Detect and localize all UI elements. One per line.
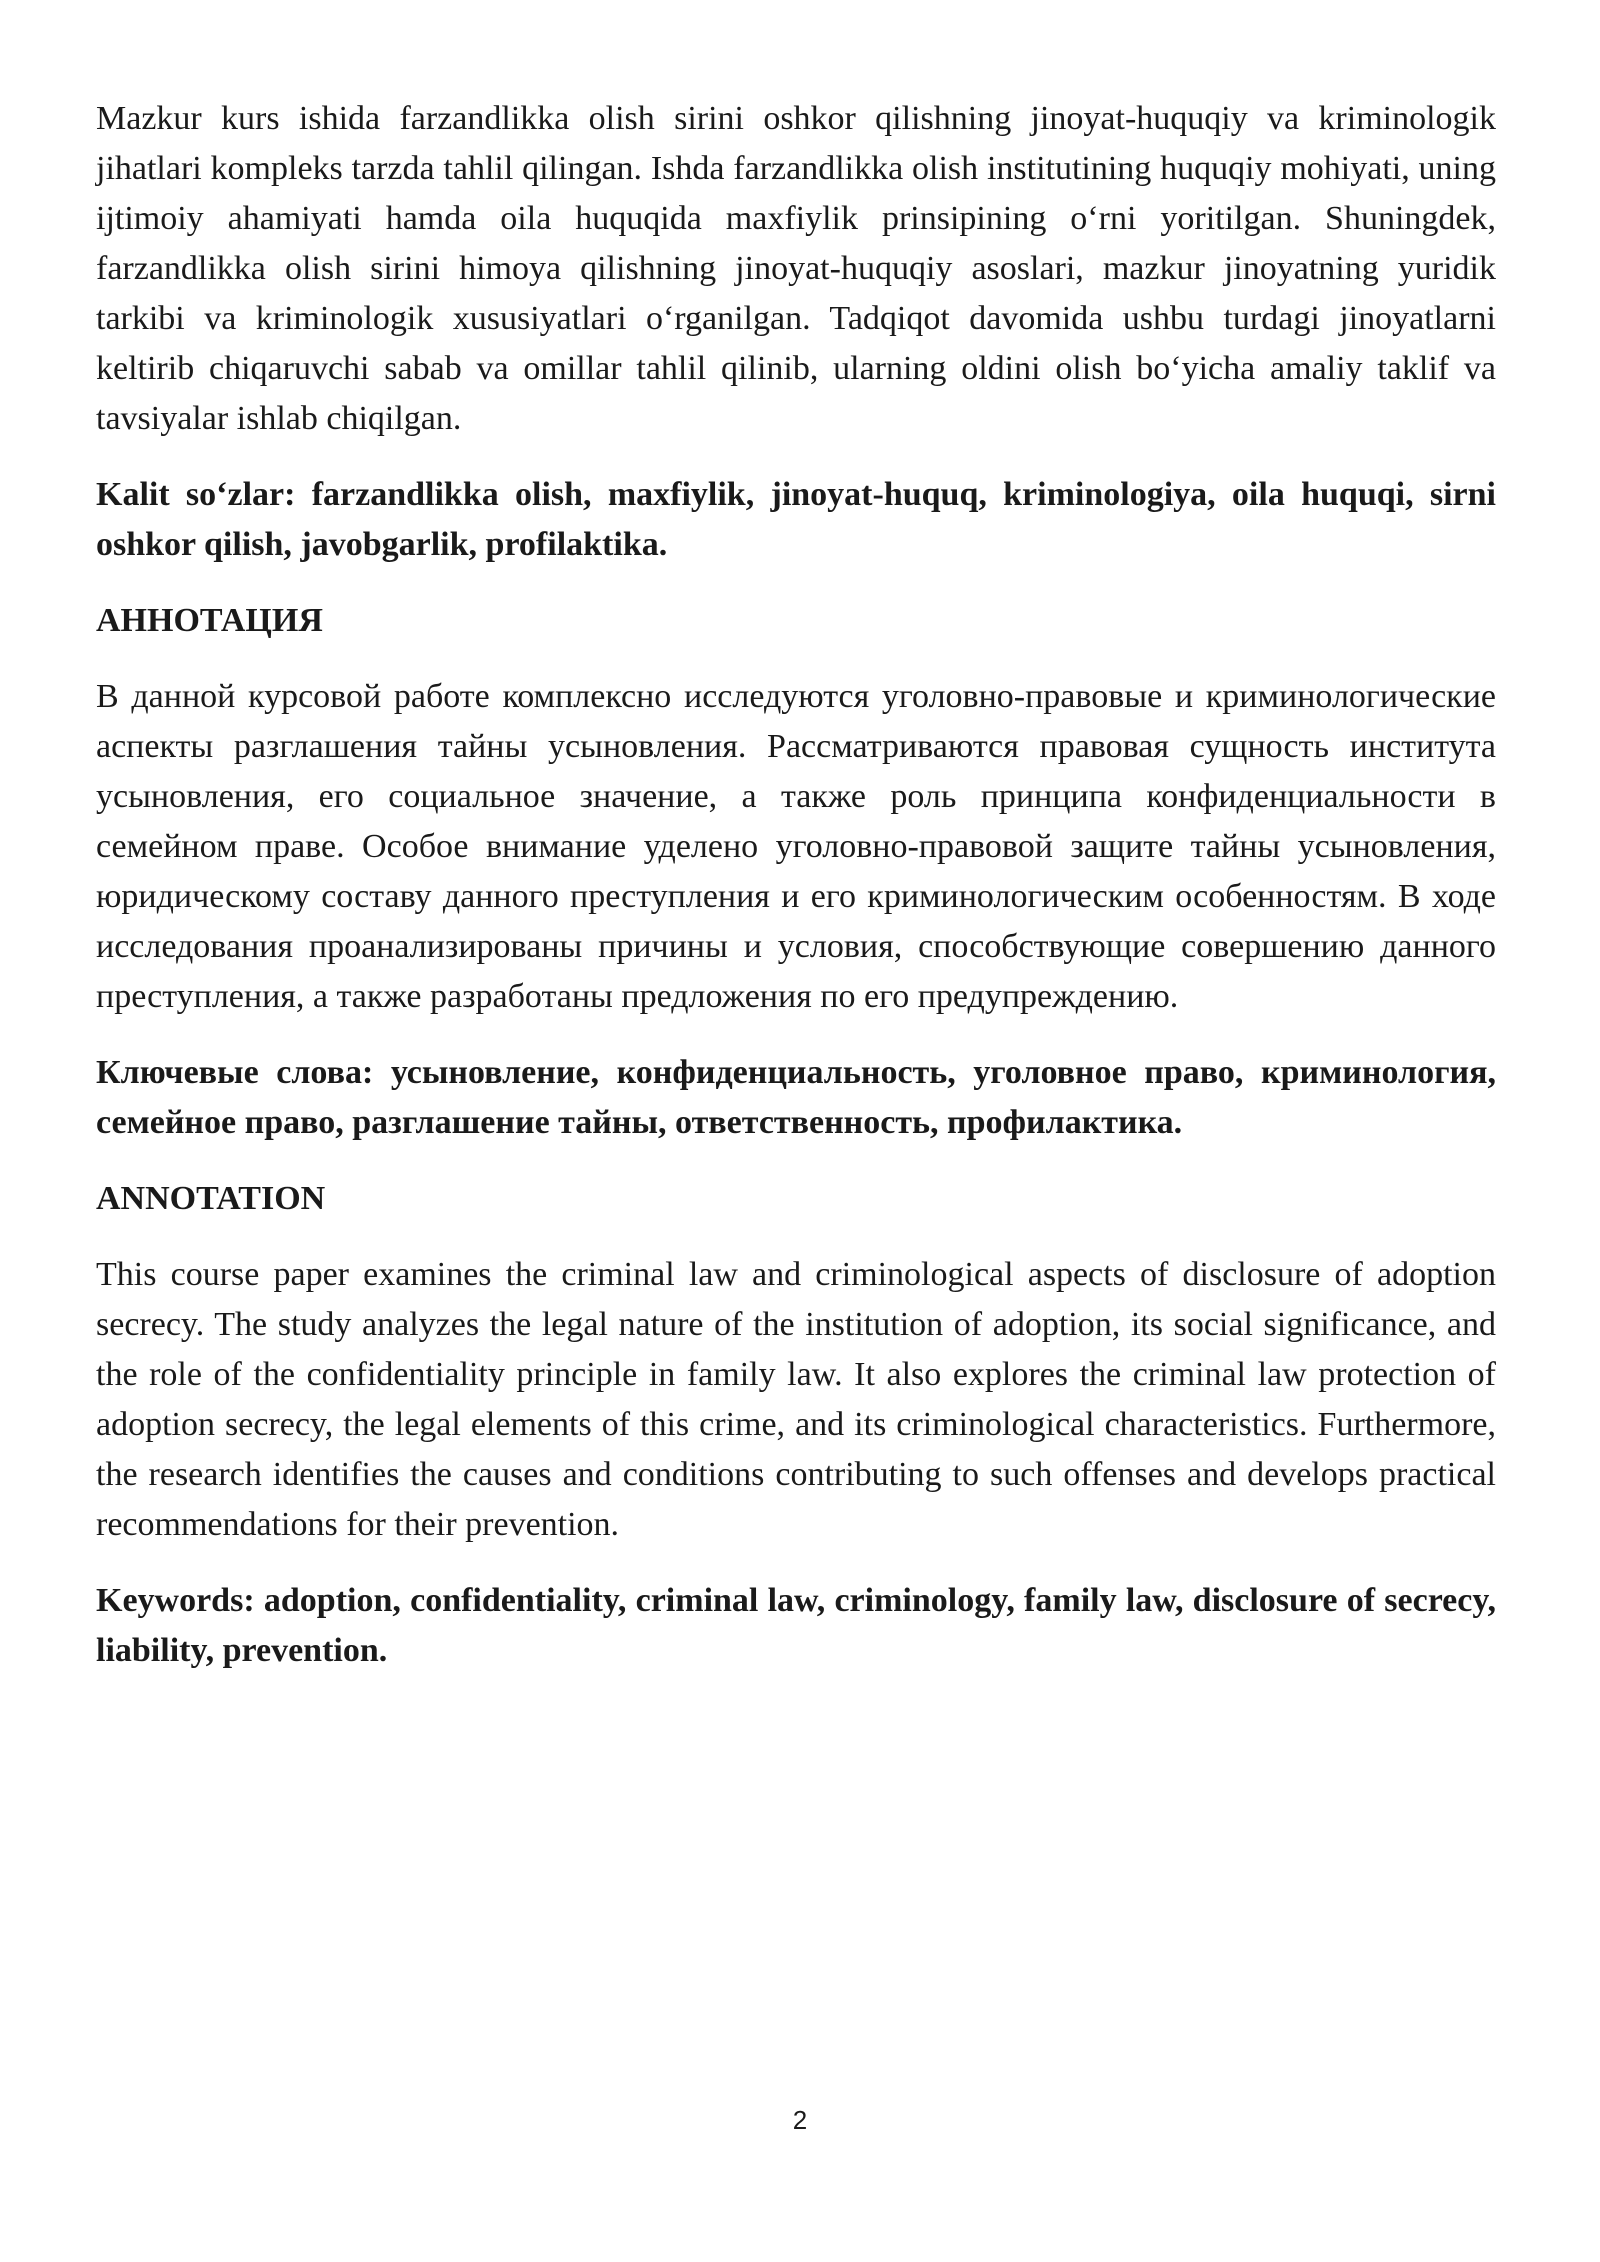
english-heading: ANNOTATION xyxy=(96,1180,326,1217)
page-content xyxy=(96,94,1496,1702)
page-number: 2 xyxy=(792,2105,808,2135)
russian-abstract: В данной курсовой работе комплексно исследуются уголовно-правовые и криминологические аспекты разглашения тайны усыновления. Рассматриваются правовая сущность института усыновления, его социальное значение, а также роль принципа конфиденциальности в семейном праве. Особое внимание уделено уголовно-правовой защите тайны усыновления, юридическому составу данного преступления и его криминологическим особенностям. В ходе исследования проанализированы причины и условия, способствующие совершению данного преступления, а также разработаны предложения по его предупреждению. xyxy=(96,678,1496,1015)
russian-keywords: Ключевые слова: усыновление, конфиденциальность, уголовное право, криминология, семейное право, разглашение тайны, ответственность, профилактика. xyxy=(96,1054,1496,1141)
english-abstract: This course paper examines the criminal law and criminological aspects of disclosure of adoption secrecy. The study analyzes the legal nature of the institution of adoption, its social significance, and the role of the confidentiality principle in family law. It also explores the criminal law protection of adoption secrecy, the legal elements of this crime, and its criminological characteristics. Furthermore, the research identifies the causes and conditions contributing to such offenses and develops practical recommendations for their prevention. xyxy=(96,1256,1496,1543)
russian-heading: АННОТАЦИЯ xyxy=(96,602,323,639)
uzbek-keywords: Kalit soʻzlar: farzandlikka olish, maxfiylik, jinoyat-huquq, kriminologiya, oila huquqi, sirni oshkor qilish, javobgarlik, profilaktika. xyxy=(96,476,1496,563)
uzbek-abstract: Mazkur kurs ishida farzandlikka olish sirini oshkor qilishning jinoyat-huquqiy va kriminologik jihatlari kompleks tarzda tahlil qilingan. Ishda farzandlikka olish institutining huquqiy mohiyati, uning ijtimoiy ahamiyati hamda oila huquqida maxfiylik prinsipining oʻrni yoritilgan. Shuningdek, farzandlikka olish sirini himoya qilishning jinoyat-huquqiy asoslari, mazkur jinoyatning yuridik tarkibi va kriminologik xususiyatlari oʻrganilgan. Tadqiqot davomida ushbu turdagi jinoyatlarni keltirib chiqaruvchi sabab va omillar tahlil qilinib, ularning oldini olish boʻyicha amaliy taklif va tavsiyalar ishlab chiqilgan. xyxy=(96,100,1496,437)
english-keywords: Keywords: adoption, confidentiality, criminal law, criminology, family law, disclosure of secrecy, liability, prevention. xyxy=(96,1582,1496,1669)
